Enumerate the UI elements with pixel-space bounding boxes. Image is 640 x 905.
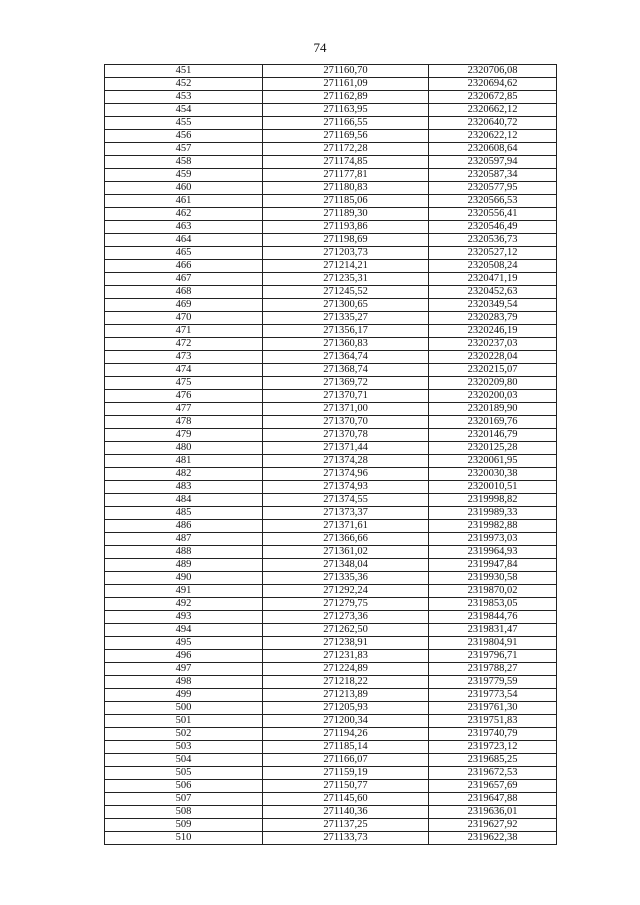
y-coordinate-cell: 2320672,85 (429, 91, 557, 104)
point-number-cell: 478 (105, 416, 263, 429)
point-number-cell: 477 (105, 403, 263, 416)
table-row (105, 78, 557, 91)
x-coordinate-cell: 271374,55 (263, 494, 429, 507)
table-row (105, 182, 557, 195)
point-number-cell: 452 (105, 78, 263, 91)
table-row (105, 169, 557, 182)
table-row (105, 481, 557, 494)
table-row (105, 91, 557, 104)
x-coordinate-cell: 271364,74 (263, 351, 429, 364)
point-number-cell: 505 (105, 767, 263, 780)
point-number-cell: 506 (105, 780, 263, 793)
x-coordinate-cell: 271203,73 (263, 247, 429, 260)
x-coordinate-cell: 271245,52 (263, 286, 429, 299)
y-coordinate-cell: 2320010,51 (429, 481, 557, 494)
table-row (105, 65, 557, 78)
table-row (105, 494, 557, 507)
point-number-cell: 502 (105, 728, 263, 741)
x-coordinate-cell: 271369,72 (263, 377, 429, 390)
y-coordinate-cell: 2319947,84 (429, 559, 557, 572)
table-row (105, 741, 557, 754)
point-number-cell: 469 (105, 299, 263, 312)
point-number-cell: 485 (105, 507, 263, 520)
y-coordinate-cell: 2319627,92 (429, 819, 557, 832)
point-number-cell: 483 (105, 481, 263, 494)
x-coordinate-cell: 271137,25 (263, 819, 429, 832)
x-coordinate-cell: 271177,81 (263, 169, 429, 182)
y-coordinate-cell: 2320527,12 (429, 247, 557, 260)
point-number-cell: 501 (105, 715, 263, 728)
x-coordinate-cell: 271360,83 (263, 338, 429, 351)
table-row (105, 117, 557, 130)
x-coordinate-cell: 271166,55 (263, 117, 429, 130)
x-coordinate-cell: 271361,02 (263, 546, 429, 559)
point-number-cell: 471 (105, 325, 263, 338)
y-coordinate-cell: 2319831,47 (429, 624, 557, 637)
point-number-cell: 504 (105, 754, 263, 767)
x-coordinate-cell: 271292,24 (263, 585, 429, 598)
y-coordinate-cell: 2320169,76 (429, 416, 557, 429)
y-coordinate-cell: 2320536,73 (429, 234, 557, 247)
y-coordinate-cell: 2320200,03 (429, 390, 557, 403)
table-row (105, 611, 557, 624)
table-row (105, 312, 557, 325)
x-coordinate-cell: 271335,36 (263, 572, 429, 585)
x-coordinate-cell: 271374,28 (263, 455, 429, 468)
point-number-cell: 461 (105, 195, 263, 208)
point-number-cell: 468 (105, 286, 263, 299)
table-row (105, 468, 557, 481)
y-coordinate-cell: 2320471,19 (429, 273, 557, 286)
point-number-cell: 487 (105, 533, 263, 546)
x-coordinate-cell: 271172,28 (263, 143, 429, 156)
y-coordinate-cell: 2319982,88 (429, 520, 557, 533)
table-row (105, 572, 557, 585)
y-coordinate-cell: 2320125,28 (429, 442, 557, 455)
x-coordinate-cell: 271224,89 (263, 663, 429, 676)
y-coordinate-cell: 2320622,12 (429, 130, 557, 143)
x-coordinate-cell: 271356,17 (263, 325, 429, 338)
point-number-cell: 464 (105, 234, 263, 247)
x-coordinate-cell: 271160,70 (263, 65, 429, 78)
point-number-cell: 508 (105, 806, 263, 819)
x-coordinate-cell: 271185,14 (263, 741, 429, 754)
y-coordinate-cell: 2320662,12 (429, 104, 557, 117)
x-coordinate-cell: 271279,75 (263, 598, 429, 611)
x-coordinate-cell: 271133,73 (263, 832, 429, 845)
x-coordinate-cell: 271371,44 (263, 442, 429, 455)
point-number-cell: 507 (105, 793, 263, 806)
y-coordinate-cell: 2319657,69 (429, 780, 557, 793)
x-coordinate-cell: 271335,27 (263, 312, 429, 325)
table-row (105, 442, 557, 455)
table-row (105, 663, 557, 676)
point-number-cell: 488 (105, 546, 263, 559)
table-row (105, 585, 557, 598)
table-row (105, 455, 557, 468)
y-coordinate-cell: 2320556,41 (429, 208, 557, 221)
y-coordinate-cell: 2319844,76 (429, 611, 557, 624)
point-number-cell: 465 (105, 247, 263, 260)
y-coordinate-cell: 2319647,88 (429, 793, 557, 806)
table-row (105, 650, 557, 663)
point-number-cell: 475 (105, 377, 263, 390)
table-row (105, 351, 557, 364)
y-coordinate-cell: 2320608,64 (429, 143, 557, 156)
x-coordinate-cell: 271262,50 (263, 624, 429, 637)
point-number-cell: 453 (105, 91, 263, 104)
point-number-cell: 473 (105, 351, 263, 364)
point-number-cell: 455 (105, 117, 263, 130)
y-coordinate-cell: 2319973,03 (429, 533, 557, 546)
y-coordinate-cell: 2319989,33 (429, 507, 557, 520)
table-row (105, 533, 557, 546)
point-number-cell: 503 (105, 741, 263, 754)
point-number-cell: 498 (105, 676, 263, 689)
table-row (105, 273, 557, 286)
x-coordinate-cell: 271371,00 (263, 403, 429, 416)
point-number-cell: 499 (105, 689, 263, 702)
x-coordinate-cell: 271370,70 (263, 416, 429, 429)
point-number-cell: 510 (105, 832, 263, 845)
table-row (105, 559, 557, 572)
coordinates-table (104, 64, 557, 845)
point-number-cell: 456 (105, 130, 263, 143)
point-number-cell: 481 (105, 455, 263, 468)
y-coordinate-cell: 2319773,54 (429, 689, 557, 702)
table-row (105, 676, 557, 689)
x-coordinate-cell: 271348,04 (263, 559, 429, 572)
y-coordinate-cell: 2319761,30 (429, 702, 557, 715)
table-row (105, 819, 557, 832)
y-coordinate-cell: 2319796,71 (429, 650, 557, 663)
table-row (105, 702, 557, 715)
table-row (105, 793, 557, 806)
x-coordinate-cell: 271218,22 (263, 676, 429, 689)
x-coordinate-cell: 271166,07 (263, 754, 429, 767)
table-row (105, 546, 557, 559)
point-number-cell: 500 (105, 702, 263, 715)
y-coordinate-cell: 2320587,34 (429, 169, 557, 182)
x-coordinate-cell: 271198,69 (263, 234, 429, 247)
table-row (105, 403, 557, 416)
table-row (105, 637, 557, 650)
table-row (105, 416, 557, 429)
x-coordinate-cell: 271174,85 (263, 156, 429, 169)
table-row (105, 520, 557, 533)
y-coordinate-cell: 2319751,83 (429, 715, 557, 728)
y-coordinate-cell: 2320189,90 (429, 403, 557, 416)
point-number-cell: 466 (105, 260, 263, 273)
x-coordinate-cell: 271373,37 (263, 507, 429, 520)
x-coordinate-cell: 271189,30 (263, 208, 429, 221)
x-coordinate-cell: 271374,96 (263, 468, 429, 481)
point-number-cell: 454 (105, 104, 263, 117)
x-coordinate-cell: 271145,60 (263, 793, 429, 806)
table-row (105, 299, 557, 312)
table-row (105, 429, 557, 442)
table-row (105, 364, 557, 377)
table-row (105, 780, 557, 793)
x-coordinate-cell: 271231,83 (263, 650, 429, 663)
table-row (105, 260, 557, 273)
table-row (105, 806, 557, 819)
coordinates-table-body (105, 65, 557, 845)
table-row (105, 507, 557, 520)
y-coordinate-cell: 2319870,02 (429, 585, 557, 598)
x-coordinate-cell: 271214,21 (263, 260, 429, 273)
x-coordinate-cell: 271162,89 (263, 91, 429, 104)
point-number-cell: 496 (105, 650, 263, 663)
point-number-cell: 492 (105, 598, 263, 611)
y-coordinate-cell: 2319622,38 (429, 832, 557, 845)
table-row (105, 624, 557, 637)
table-row (105, 195, 557, 208)
x-coordinate-cell: 271235,31 (263, 273, 429, 286)
point-number-cell: 490 (105, 572, 263, 585)
y-coordinate-cell: 2319998,82 (429, 494, 557, 507)
y-coordinate-cell: 2319930,58 (429, 572, 557, 585)
y-coordinate-cell: 2320283,79 (429, 312, 557, 325)
y-coordinate-cell: 2319804,91 (429, 637, 557, 650)
x-coordinate-cell: 271374,93 (263, 481, 429, 494)
table-row (105, 221, 557, 234)
x-coordinate-cell: 271140,36 (263, 806, 429, 819)
y-coordinate-cell: 2320228,04 (429, 351, 557, 364)
y-coordinate-cell: 2320546,49 (429, 221, 557, 234)
x-coordinate-cell: 271370,78 (263, 429, 429, 442)
y-coordinate-cell: 2319964,93 (429, 546, 557, 559)
x-coordinate-cell: 271159,19 (263, 767, 429, 780)
point-number-cell: 482 (105, 468, 263, 481)
table-row (105, 728, 557, 741)
point-number-cell: 484 (105, 494, 263, 507)
point-number-cell: 463 (105, 221, 263, 234)
y-coordinate-cell: 2319788,27 (429, 663, 557, 676)
x-coordinate-cell: 271169,56 (263, 130, 429, 143)
y-coordinate-cell: 2320597,94 (429, 156, 557, 169)
point-number-cell: 497 (105, 663, 263, 676)
table-row (105, 208, 557, 221)
y-coordinate-cell: 2320577,95 (429, 182, 557, 195)
x-coordinate-cell: 271205,93 (263, 702, 429, 715)
x-coordinate-cell: 271368,74 (263, 364, 429, 377)
x-coordinate-cell: 271300,65 (263, 299, 429, 312)
y-coordinate-cell: 2319685,25 (429, 754, 557, 767)
y-coordinate-cell: 2320566,53 (429, 195, 557, 208)
point-number-cell: 451 (105, 65, 263, 78)
y-coordinate-cell: 2320694,62 (429, 78, 557, 91)
table-row (105, 715, 557, 728)
point-number-cell: 476 (105, 390, 263, 403)
point-number-cell: 459 (105, 169, 263, 182)
x-coordinate-cell: 271194,26 (263, 728, 429, 741)
x-coordinate-cell: 271185,06 (263, 195, 429, 208)
table-row (105, 390, 557, 403)
y-coordinate-cell: 2320706,08 (429, 65, 557, 78)
point-number-cell: 495 (105, 637, 263, 650)
point-number-cell: 486 (105, 520, 263, 533)
table-row (105, 338, 557, 351)
point-number-cell: 489 (105, 559, 263, 572)
table-row (105, 754, 557, 767)
point-number-cell: 457 (105, 143, 263, 156)
point-number-cell: 494 (105, 624, 263, 637)
point-number-cell: 474 (105, 364, 263, 377)
point-number-cell: 458 (105, 156, 263, 169)
table-row (105, 832, 557, 845)
point-number-cell: 479 (105, 429, 263, 442)
table-row (105, 234, 557, 247)
x-coordinate-cell: 271200,34 (263, 715, 429, 728)
x-coordinate-cell: 271161,09 (263, 78, 429, 91)
x-coordinate-cell: 271273,36 (263, 611, 429, 624)
table-row (105, 377, 557, 390)
x-coordinate-cell: 271371,61 (263, 520, 429, 533)
point-number-cell: 493 (105, 611, 263, 624)
y-coordinate-cell: 2320215,07 (429, 364, 557, 377)
y-coordinate-cell: 2320237,03 (429, 338, 557, 351)
point-number-cell: 509 (105, 819, 263, 832)
table-row (105, 325, 557, 338)
y-coordinate-cell: 2320030,38 (429, 468, 557, 481)
y-coordinate-cell: 2319779,59 (429, 676, 557, 689)
table-row (105, 286, 557, 299)
y-coordinate-cell: 2320246,19 (429, 325, 557, 338)
y-coordinate-cell: 2319853,05 (429, 598, 557, 611)
y-coordinate-cell: 2319723,12 (429, 741, 557, 754)
table-row (105, 247, 557, 260)
x-coordinate-cell: 271238,91 (263, 637, 429, 650)
y-coordinate-cell: 2319672,53 (429, 767, 557, 780)
x-coordinate-cell: 271370,71 (263, 390, 429, 403)
point-number-cell: 470 (105, 312, 263, 325)
table-row (105, 104, 557, 117)
table-row (105, 156, 557, 169)
table-row (105, 767, 557, 780)
y-coordinate-cell: 2319636,01 (429, 806, 557, 819)
y-coordinate-cell: 2319740,79 (429, 728, 557, 741)
x-coordinate-cell: 271366,66 (263, 533, 429, 546)
table-row (105, 143, 557, 156)
point-number-cell: 472 (105, 338, 263, 351)
point-number-cell: 462 (105, 208, 263, 221)
y-coordinate-cell: 2320209,80 (429, 377, 557, 390)
point-number-cell: 460 (105, 182, 263, 195)
point-number-cell: 480 (105, 442, 263, 455)
y-coordinate-cell: 2320640,72 (429, 117, 557, 130)
x-coordinate-cell: 271180,83 (263, 182, 429, 195)
point-number-cell: 491 (105, 585, 263, 598)
y-coordinate-cell: 2320146,79 (429, 429, 557, 442)
y-coordinate-cell: 2320452,63 (429, 286, 557, 299)
page-number: 74 (313, 40, 327, 55)
y-coordinate-cell: 2320061,95 (429, 455, 557, 468)
x-coordinate-cell: 271163,95 (263, 104, 429, 117)
table-row (105, 130, 557, 143)
x-coordinate-cell: 271213,89 (263, 689, 429, 702)
point-number-cell: 467 (105, 273, 263, 286)
table-row (105, 689, 557, 702)
table-row (105, 598, 557, 611)
y-coordinate-cell: 2320508,24 (429, 260, 557, 273)
x-coordinate-cell: 271193,86 (263, 221, 429, 234)
y-coordinate-cell: 2320349,54 (429, 299, 557, 312)
x-coordinate-cell: 271150,77 (263, 780, 429, 793)
